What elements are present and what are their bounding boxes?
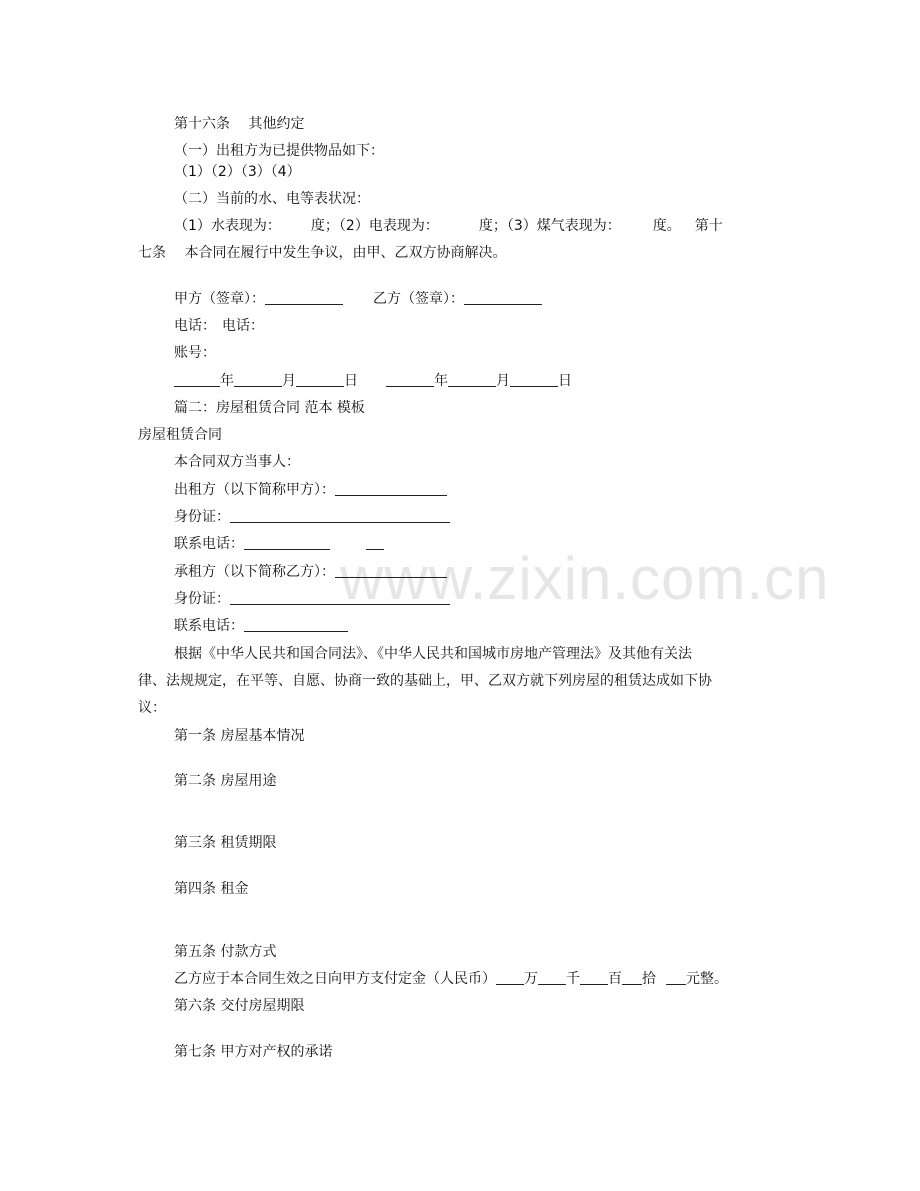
phone-line xyxy=(174,316,264,336)
article-17-prefix: 第十 xyxy=(694,218,723,234)
lessee-label: 承租方（以下简称乙方）： xyxy=(174,564,335,580)
id-card-label: 身份证： xyxy=(174,591,230,607)
contact-phone-label: 联系电话： xyxy=(174,536,244,552)
contact-phone-label: 联系电话： xyxy=(174,618,244,634)
article-7: 第七条 甲方对产权的承诺 xyxy=(174,1044,333,1060)
date-month-label: 月 xyxy=(496,373,510,389)
blank-field[interactable] xyxy=(666,970,686,985)
parties-heading: 本合同双方当事人： xyxy=(174,454,300,470)
unit-bai: 百 xyxy=(608,971,622,987)
unit-wan: 万 xyxy=(524,971,538,987)
lessor-phone-line xyxy=(174,534,384,554)
blank-field[interactable] xyxy=(244,617,348,632)
blank-field[interactable] xyxy=(335,481,447,496)
blank-field[interactable] xyxy=(366,535,384,550)
article-16-item-1: （一）出租方为已提供物品如下： xyxy=(174,143,384,159)
phone-b-label: 电话： xyxy=(222,318,264,334)
meter-gas-label: （3）煤气表现为： xyxy=(506,218,621,234)
blank-field[interactable] xyxy=(174,372,220,387)
blank-field[interactable] xyxy=(622,970,642,985)
blank-field[interactable] xyxy=(265,290,343,305)
article-4: 第四条 租金 xyxy=(174,881,249,897)
basis-paragraph-line-2: 律、法规规定，在平等、自愿、协商一致的基础上，甲、乙双方就下列房屋的租赁达成如下协 xyxy=(138,673,712,689)
basis-paragraph-line-1: 根据《中华人民共和国合同法》、《中华人民共和国城市房地产管理法》及其他有关法 xyxy=(174,646,692,662)
article-17-text: 七条 本合同在履行中发生争议，由甲、乙双方协商解决。 xyxy=(138,245,507,261)
article-1: 第一条 房屋基本情况 xyxy=(174,728,305,744)
blank-field[interactable] xyxy=(386,372,434,387)
date-month-label: 月 xyxy=(282,373,296,389)
blank-field[interactable] xyxy=(234,372,282,387)
unit-qian: 千 xyxy=(566,971,580,987)
lessee-id-line xyxy=(174,589,450,609)
article-3: 第三条 租赁期限 xyxy=(174,835,277,851)
part-2-title: 篇二：房屋租赁合同 范本 模板 xyxy=(174,400,365,416)
unit-yuan: 元整。 xyxy=(686,971,728,987)
date-line xyxy=(174,371,572,391)
date-day-label: 日 xyxy=(344,373,358,389)
lessor-id-line xyxy=(174,507,450,527)
watermark: www.zixin.com.cn xyxy=(340,545,830,612)
lessee-phone-line xyxy=(174,616,348,636)
blank-field[interactable] xyxy=(335,563,447,578)
lessee-line xyxy=(174,562,447,582)
contract-title: 房屋租赁合同 xyxy=(138,427,222,443)
blank-field[interactable] xyxy=(464,290,542,305)
blank-field[interactable] xyxy=(230,508,450,523)
date-day-label: 日 xyxy=(558,373,572,389)
party-b-signature-label: 乙方（签章）： xyxy=(373,291,464,307)
lessor-line xyxy=(174,480,447,500)
date-year-label: 年 xyxy=(434,373,448,389)
blank-field[interactable] xyxy=(244,535,330,550)
article-5: 第五条 付款方式 xyxy=(174,944,277,960)
blank-field[interactable] xyxy=(296,372,344,387)
basis-paragraph-line-3: 议： xyxy=(138,700,166,716)
deposit-label: 乙方应于本合同生效之日向甲方支付定金（人民币） xyxy=(174,971,496,987)
article-16-item-2: （二）当前的水、电等表状况： xyxy=(174,191,370,207)
article-6: 第六条 交付房屋期限 xyxy=(174,998,305,1014)
meter-unit: 度。 xyxy=(652,218,681,234)
article-2: 第二条 房屋用途 xyxy=(174,773,277,789)
blank-field[interactable] xyxy=(538,970,566,985)
party-a-signature-label: 甲方（签章）： xyxy=(174,291,265,307)
blank-field[interactable] xyxy=(510,372,558,387)
signature-line xyxy=(174,289,542,309)
blank-field[interactable] xyxy=(448,372,496,387)
date-year-label: 年 xyxy=(220,373,234,389)
deposit-line xyxy=(174,969,728,989)
article-16-title: 第十六条 其他约定 xyxy=(174,116,305,132)
phone-a-label: 电话： xyxy=(174,318,216,334)
unit-shi: 拾 xyxy=(642,971,656,987)
blank-field[interactable] xyxy=(580,970,608,985)
meter-water-label: （1）水表现为： xyxy=(174,218,281,234)
account-label: 账号： xyxy=(174,345,216,361)
meter-unit: 度； xyxy=(310,218,339,234)
meter-readings-line xyxy=(174,216,723,236)
meter-electric-label: （2）电表现为： xyxy=(338,218,439,234)
blank-field[interactable] xyxy=(496,970,524,985)
article-16-item-1-list: （1）（2）（3）（4） xyxy=(174,164,301,180)
id-card-label: 身份证： xyxy=(174,509,230,525)
meter-unit: 度； xyxy=(478,218,507,234)
blank-field[interactable] xyxy=(230,590,450,605)
lessor-label: 出租方（以下简称甲方）： xyxy=(174,482,335,498)
